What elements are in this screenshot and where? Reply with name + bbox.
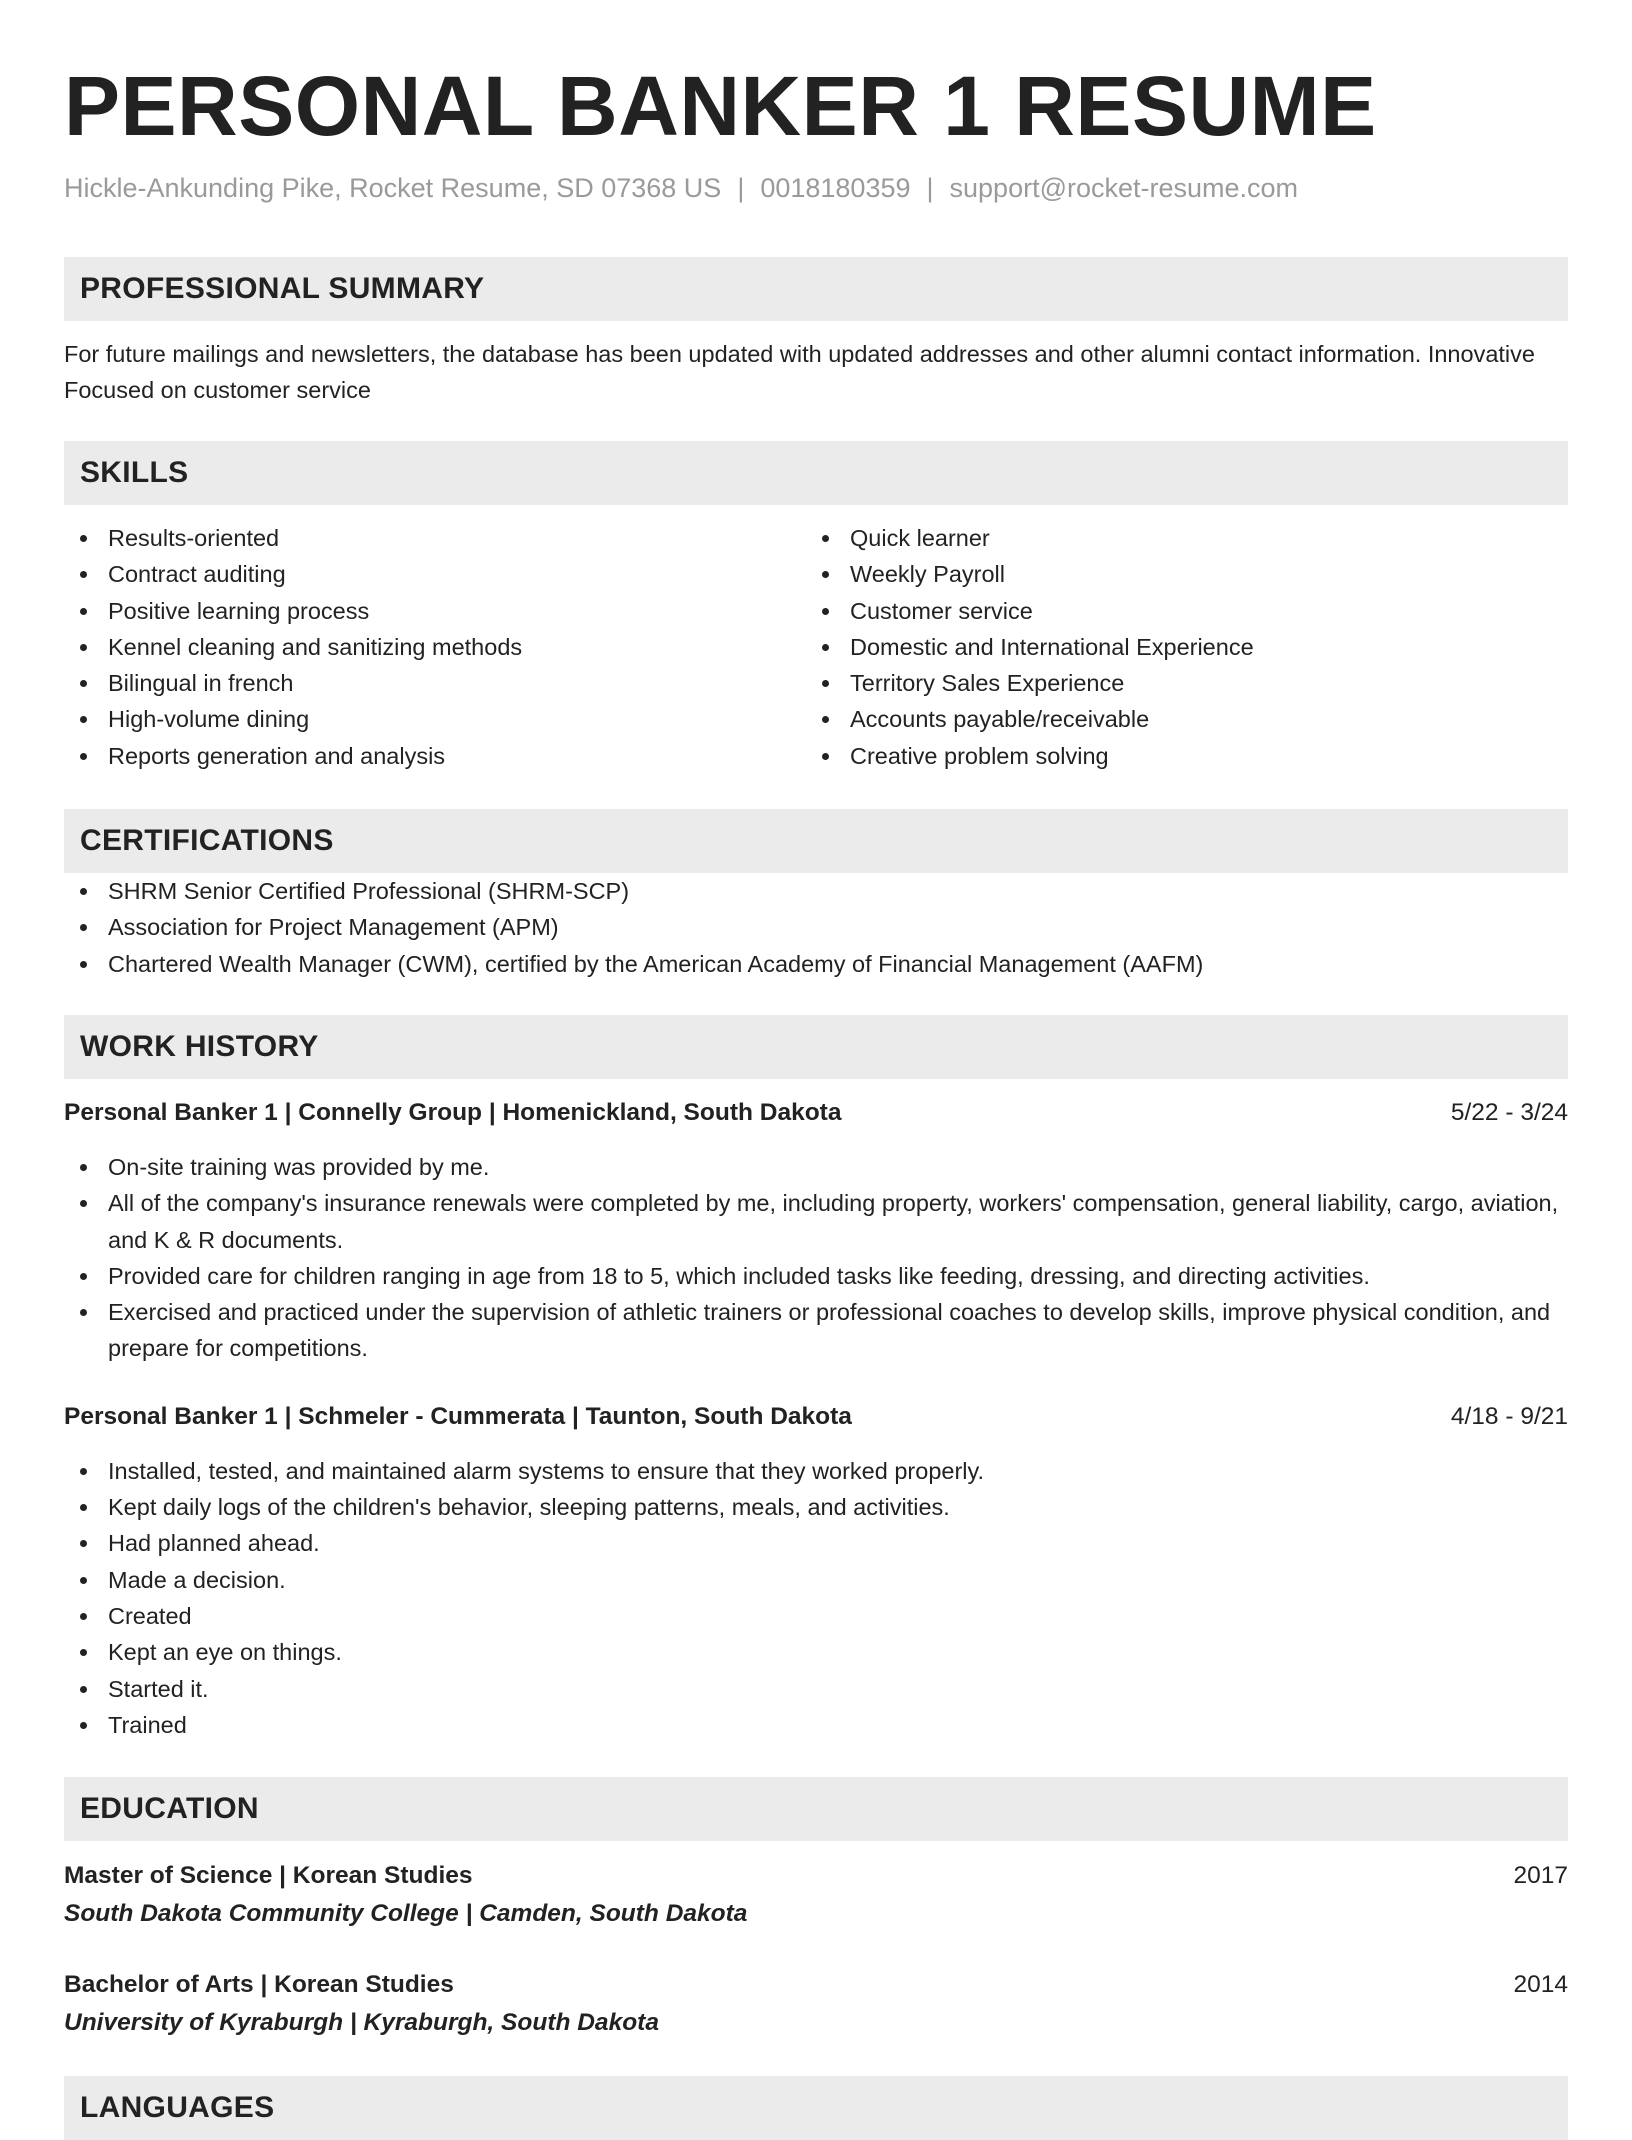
job-header (64, 1095, 1568, 1131)
skill-item: Bilingual in french (64, 665, 806, 701)
education-year: 2014 (1513, 1971, 1568, 1999)
skill-item: Territory Sales Experience (806, 665, 1548, 701)
job-bullet: Kept daily logs of the children's behavior, sleeping patterns, meals, and activities. (64, 1489, 1568, 1525)
section-heading-summary: PROFESSIONAL SUMMARY (64, 257, 1568, 321)
skill-item: Kennel cleaning and sanitizing methods (64, 629, 806, 665)
contact-separator: | (737, 173, 745, 203)
skills-column-right (806, 520, 1548, 774)
job-bullet: Installed, tested, and maintained alarm systems to ensure that they worked properly. (64, 1453, 1568, 1489)
job-title: Personal Banker 1 | Connelly Group | Homenickland, South Dakota (64, 1098, 842, 1126)
skill-item: Contract auditing (64, 556, 806, 592)
skill-item: Positive learning process (64, 593, 806, 629)
job-bullet: Created (64, 1598, 1568, 1634)
contact-line (64, 170, 1568, 206)
education-header (64, 1967, 1568, 2003)
job-bullets (64, 1453, 1568, 1743)
job-bullet: Had planned ahead. (64, 1525, 1568, 1561)
skill-item: Weekly Payroll (806, 556, 1548, 592)
skill-item: Accounts payable/receivable (806, 701, 1548, 737)
education-year: 2017 (1513, 1862, 1568, 1890)
skill-item: Creative problem solving (806, 738, 1548, 774)
skill-item: Results-oriented (64, 520, 806, 556)
job-dates: 4/18 - 9/21 (1450, 1402, 1568, 1430)
skill-item: Reports generation and analysis (64, 738, 806, 774)
job-bullet: Provided care for children ranging in age from 18 to 5, which included tasks like feeding, dressing, and directing activities. (64, 1258, 1568, 1294)
certification-item: Chartered Wealth Manager (CWM), certified by the American Academy of Financial Management (AAFM) (64, 946, 1568, 982)
section-heading-certifications: CERTIFICATIONS (64, 809, 1568, 873)
section-heading-languages: LANGUAGES (64, 2076, 1568, 2140)
contact-address: Hickle-Ankunding Pike, Rocket Resume, SD 07368 US (64, 173, 722, 203)
job-bullets (64, 1149, 1568, 1367)
skills-column-left (64, 520, 806, 774)
resume-page (64, 0, 1568, 2140)
resume-title: PERSONAL BANKER 1 RESUME (64, 59, 1377, 153)
job-bullet: Kept an eye on things. (64, 1634, 1568, 1670)
job-bullet: On-site training was provided by me. (64, 1149, 1568, 1185)
summary-text: For future mailings and newsletters, the database has been updated with updated addresses and other alumni contact information. Innovative Focused on customer service (64, 341, 1535, 403)
contact-phone: 0018180359 (760, 173, 911, 203)
job-title: Personal Banker 1 | Schmeler - Cummerata | Taunton, South Dakota (64, 1402, 852, 1430)
skill-item: Customer service (806, 593, 1548, 629)
skills-grid (64, 520, 1568, 774)
job-header (64, 1399, 1568, 1435)
certifications-list (64, 873, 1568, 982)
skill-item: Domestic and International Experience (806, 629, 1548, 665)
contact-separator: | (926, 173, 934, 203)
job-bullet: Trained (64, 1707, 1568, 1743)
job-bullet: Started it. (64, 1671, 1568, 1707)
education-school: South Dakota Community College | Camden, South Dakota (64, 1900, 748, 1928)
education-school: University of Kyraburgh | Kyraburgh, South Dakota (64, 2009, 659, 2037)
job-bullet: Exercised and practiced under the supervision of athletic trainers or professional coaches to develop skills, improve physical condition, and prepare for competitions. (64, 1294, 1568, 1367)
skill-item: High-volume dining (64, 701, 806, 737)
job-bullet: Made a decision. (64, 1562, 1568, 1598)
certification-item: SHRM Senior Certified Professional (SHRM-SCP) (64, 873, 1568, 909)
certification-item: Association for Project Management (APM) (64, 909, 1568, 945)
education-degree: Bachelor of Arts | Korean Studies (64, 1971, 454, 1999)
section-heading-skills: SKILLS (64, 441, 1568, 505)
job-bullet: All of the company's insurance renewals were completed by me, including property, workers' compensation, general liability, cargo, aviation, and K & R documents. (64, 1185, 1568, 1258)
education-header (64, 1858, 1568, 1894)
section-heading-education: EDUCATION (64, 1777, 1568, 1841)
contact-email: support@rocket-resume.com (949, 173, 1299, 203)
job-dates: 5/22 - 3/24 (1450, 1098, 1568, 1126)
section-heading-work-history: WORK HISTORY (64, 1015, 1568, 1079)
skill-item: Quick learner (806, 520, 1548, 556)
education-degree: Master of Science | Korean Studies (64, 1862, 473, 1890)
